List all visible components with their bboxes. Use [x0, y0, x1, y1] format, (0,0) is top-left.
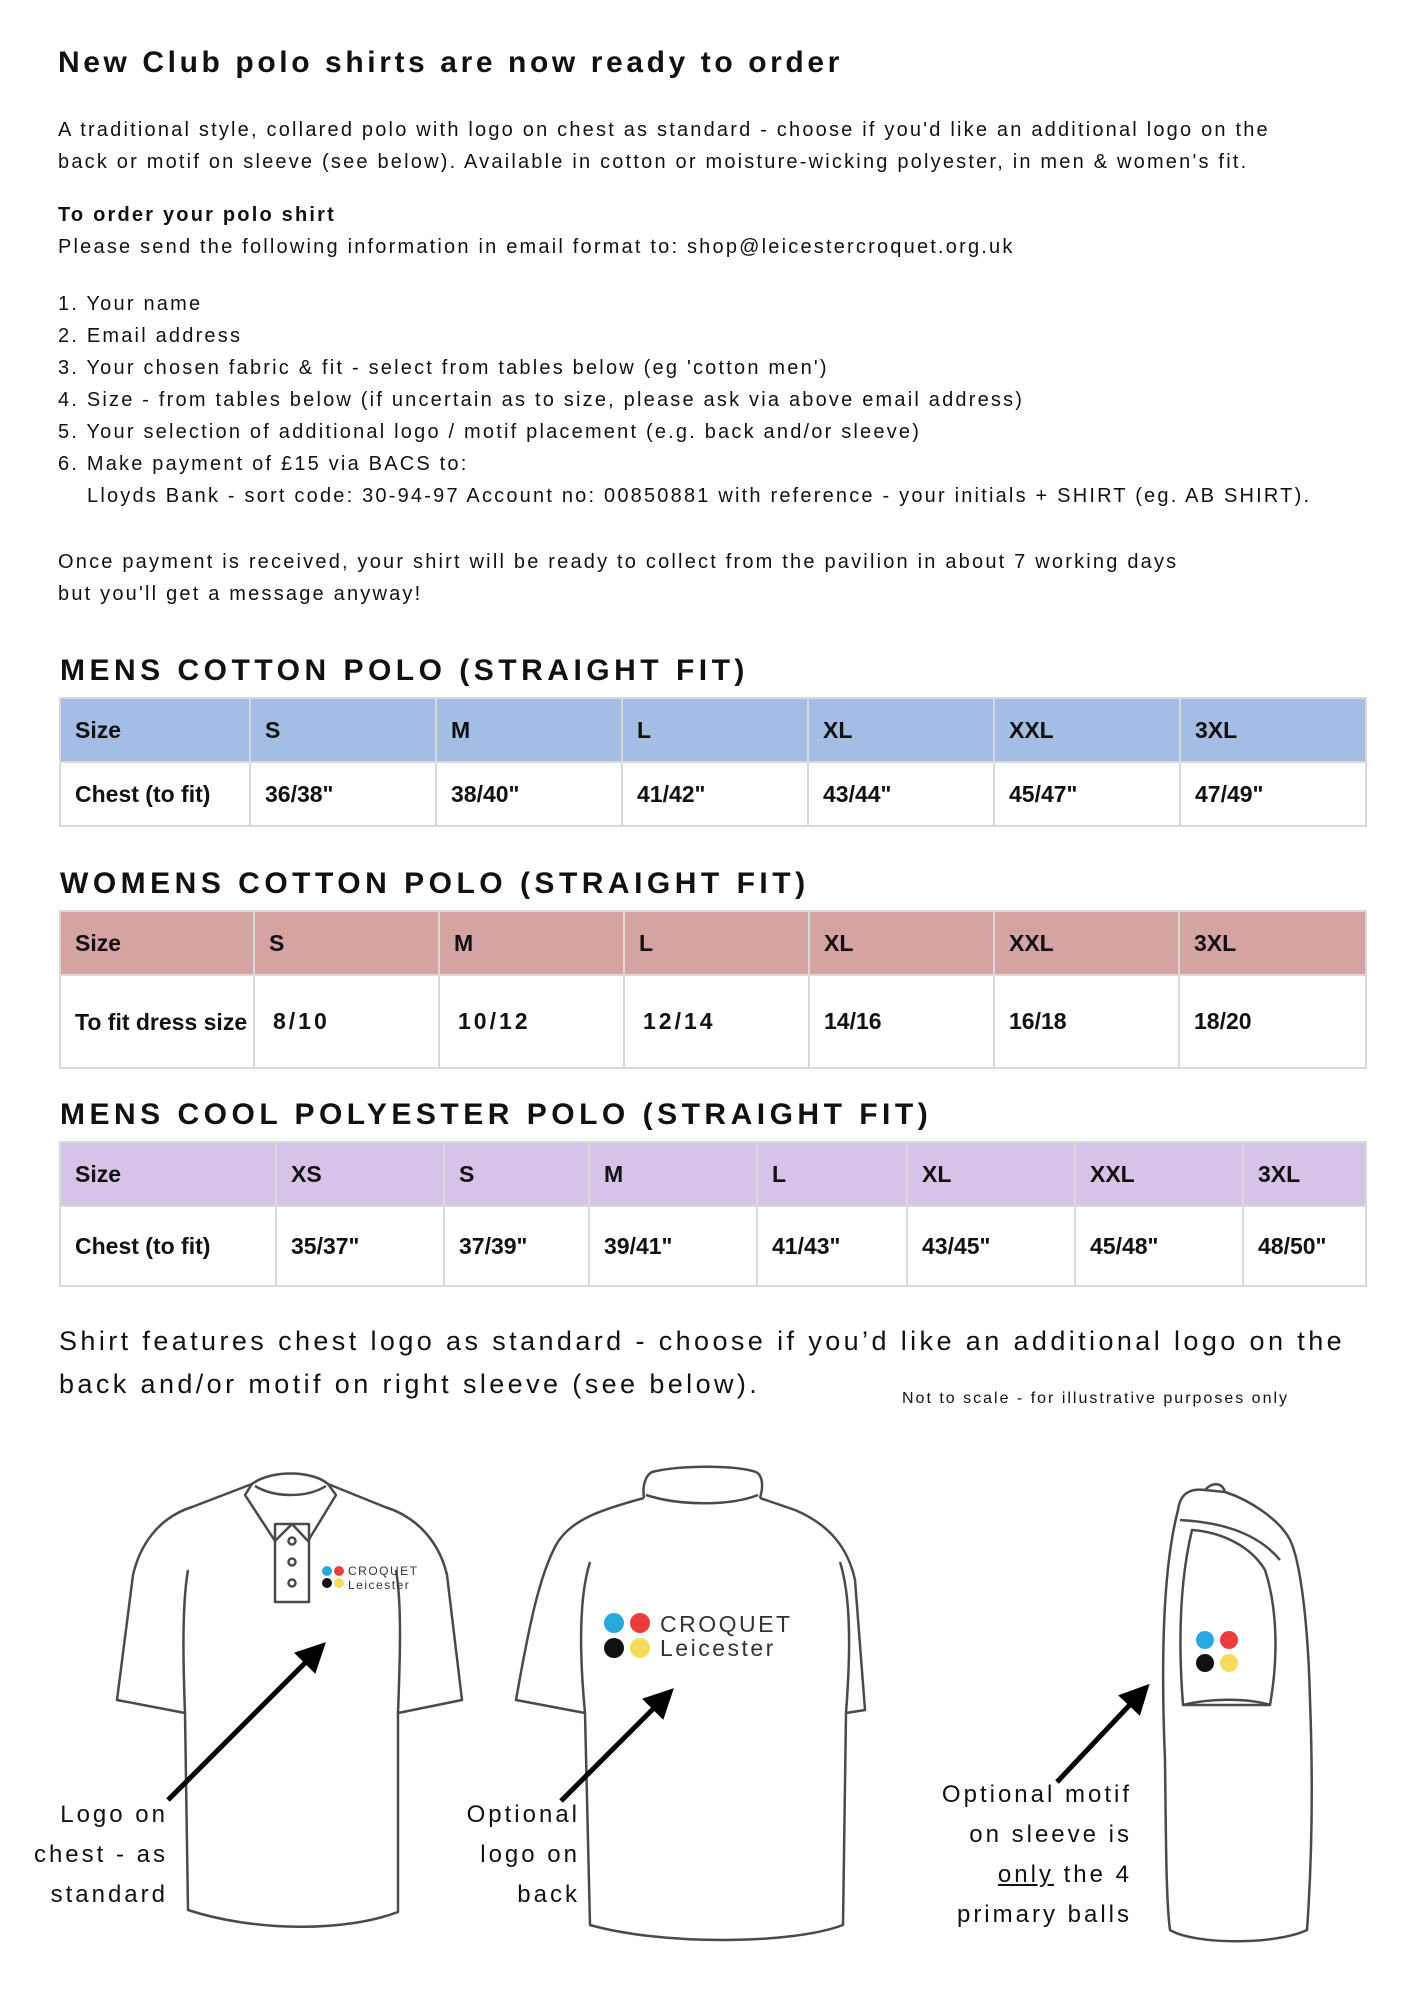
size-cell: 35/37"	[276, 1206, 444, 1286]
header-cell: 3XL	[1180, 698, 1366, 762]
intro-line-1: A traditional style, collared polo with logo on chest as standard - choose if you'd like an additional logo on the	[58, 119, 1270, 141]
back-caption-line: back	[517, 1881, 580, 1908]
size-cell: 47/49"	[1180, 762, 1366, 826]
blue-ball-icon	[322, 1566, 332, 1576]
chest-logo-line-1: CROQUET	[348, 1564, 419, 1578]
sleeve-motif	[1196, 1631, 1238, 1672]
header-cell: L	[757, 1142, 907, 1206]
order-step: 4. Size - from tables below (if uncertain as to size, please ask via above email address)	[58, 389, 1025, 411]
header-cell: XL	[907, 1142, 1075, 1206]
size-cell: 45/47"	[994, 762, 1180, 826]
yellow-ball-icon	[334, 1578, 344, 1588]
back-caption	[430, 1795, 580, 1915]
header-cell: XXL	[994, 911, 1179, 975]
back-logo-line-2: Leicester	[660, 1635, 776, 1661]
size-cell: 43/45"	[907, 1206, 1075, 1286]
sleeve-caption-line: primary balls	[956, 1901, 1132, 1928]
intro-line-2: back or motif on sleeve (see below). Available in cotton or moisture-wicking polyester, in men & women's fit.	[58, 151, 1249, 173]
back-caption-line: Optional	[466, 1801, 580, 1828]
row-label-cell: Chest (to fit)	[60, 762, 250, 826]
front-polo-shirt-icon	[117, 1474, 462, 1927]
size-cell: 39/41"	[589, 1206, 757, 1286]
size-cell: 43/44"	[808, 762, 994, 826]
header-cell: M	[436, 698, 622, 762]
order-instruction: Please send the following information in email format to: shop@leicestercroquet.org.uk	[58, 236, 1015, 258]
size-cell: 48/50"	[1243, 1206, 1366, 1286]
header-cell: S	[444, 1142, 589, 1206]
black-ball-icon	[322, 1578, 332, 1588]
header-cell: 3XL	[1179, 911, 1366, 975]
order-step: 5. Your selection of additional logo / motif placement (e.g. back and/or sleeve)	[58, 421, 922, 443]
sleeve-arrow-icon	[1057, 1694, 1140, 1782]
header-cell: Size	[60, 1142, 276, 1206]
sleeve-caption-rest: the 4	[1053, 1861, 1132, 1888]
scale-note: Not to scale - for illustrative purposes only	[902, 1390, 1290, 1407]
header-cell: S	[254, 911, 439, 975]
chest-caption-line: Logo on	[60, 1801, 168, 1828]
header-cell: 3XL	[1243, 1142, 1366, 1206]
order-step: 2. Email address	[58, 325, 243, 347]
black-ball-icon	[1196, 1654, 1214, 1672]
blue-ball-icon	[1196, 1631, 1214, 1649]
chest-caption	[20, 1795, 168, 1915]
order-step: 3. Your chosen fabric & fit - select from tables below (eg 'cotton men')	[58, 357, 829, 379]
emphasis-only: only	[997, 1861, 1054, 1888]
size-cell: 38/40"	[436, 762, 622, 826]
womens-cotton-title: WOMENS COTTON POLO (STRAIGHT FIT)	[60, 867, 810, 900]
red-ball-icon	[1220, 1631, 1238, 1649]
row-label-cell: Chest (to fit)	[60, 1206, 276, 1286]
red-ball-icon	[334, 1566, 344, 1576]
size-cell: 37/39"	[444, 1206, 589, 1286]
bank-details: Lloyds Bank - sort code: 30-94-97 Account no: 00850881 with reference - your initials + SHIRT (eg. AB SHIRT).	[87, 485, 1312, 507]
header-cell: XS	[276, 1142, 444, 1206]
yellow-ball-icon	[630, 1638, 650, 1658]
sleeve-caption-line: Optional motif	[941, 1781, 1132, 1808]
yellow-ball-icon	[1220, 1654, 1238, 1672]
header-cell: L	[622, 698, 808, 762]
back-logo-line-1: CROQUET	[660, 1611, 793, 1637]
header-cell: M	[589, 1142, 757, 1206]
sleeve-caption-line: on sleeve is	[969, 1821, 1132, 1848]
size-cell: 41/42"	[622, 762, 808, 826]
mens-cotton-title: MENS COTTON POLO (STRAIGHT FIT)	[60, 654, 749, 687]
chest-logo	[322, 1564, 419, 1592]
header-cell: XL	[808, 698, 994, 762]
header-cell: L	[624, 911, 809, 975]
size-cell: 16/18	[994, 975, 1179, 1068]
order-step: 6. Make payment of £15 via BACS to:	[58, 453, 469, 475]
order-step: 1. Your name	[58, 293, 203, 315]
size-cell: 12/14	[624, 975, 809, 1068]
size-cell: 45/48"	[1075, 1206, 1243, 1286]
back-arrow-icon	[561, 1698, 664, 1801]
sleeve-caption-line	[890, 1855, 1132, 1895]
header-cell: Size	[60, 698, 250, 762]
chest-caption-line: standard	[50, 1881, 168, 1908]
size-cell: 41/43"	[757, 1206, 907, 1286]
black-ball-icon	[604, 1638, 624, 1658]
sleeve-caption	[890, 1775, 1132, 1935]
size-cell: 14/16	[809, 975, 994, 1068]
header-cell: M	[439, 911, 624, 975]
chest-caption-line: chest - as	[33, 1841, 168, 1868]
payment-note-1: Once payment is received, your shirt will be ready to collect from the pavilion in about 7 working days	[58, 551, 1179, 573]
header-cell: Size	[60, 911, 254, 975]
size-cell: 8/10	[254, 975, 439, 1068]
size-cell: 36/38"	[250, 762, 436, 826]
red-ball-icon	[630, 1613, 650, 1633]
size-cell: 10/12	[439, 975, 624, 1068]
features-line-2: back and/or motif on right sleeve (see below).	[59, 1369, 761, 1399]
back-caption-line: logo on	[480, 1841, 580, 1868]
back-logo	[604, 1611, 793, 1661]
mens-polyester-title: MENS COOL POLYESTER POLO (STRAIGHT FIT)	[60, 1098, 933, 1131]
side-polo-shirt-icon	[1163, 1484, 1312, 1941]
features-line-1: Shirt features chest logo as standard - choose if you’d like an additional logo on the	[59, 1326, 1346, 1356]
chest-logo-line-2: Leicester	[348, 1578, 411, 1592]
blue-ball-icon	[604, 1613, 624, 1633]
order-title: To order your polo shirt	[58, 204, 336, 226]
size-cell: 18/20	[1179, 975, 1366, 1068]
header-cell: XXL	[1075, 1142, 1243, 1206]
page-heading: New Club polo shirts are now ready to order	[58, 46, 843, 79]
header-cell: S	[250, 698, 436, 762]
chest-arrow-icon	[168, 1652, 316, 1800]
header-cell: XL	[809, 911, 994, 975]
payment-note-2: but you'll get a message anyway!	[58, 583, 423, 605]
header-cell: XXL	[994, 698, 1180, 762]
row-label-cell: To fit dress size	[60, 975, 254, 1068]
